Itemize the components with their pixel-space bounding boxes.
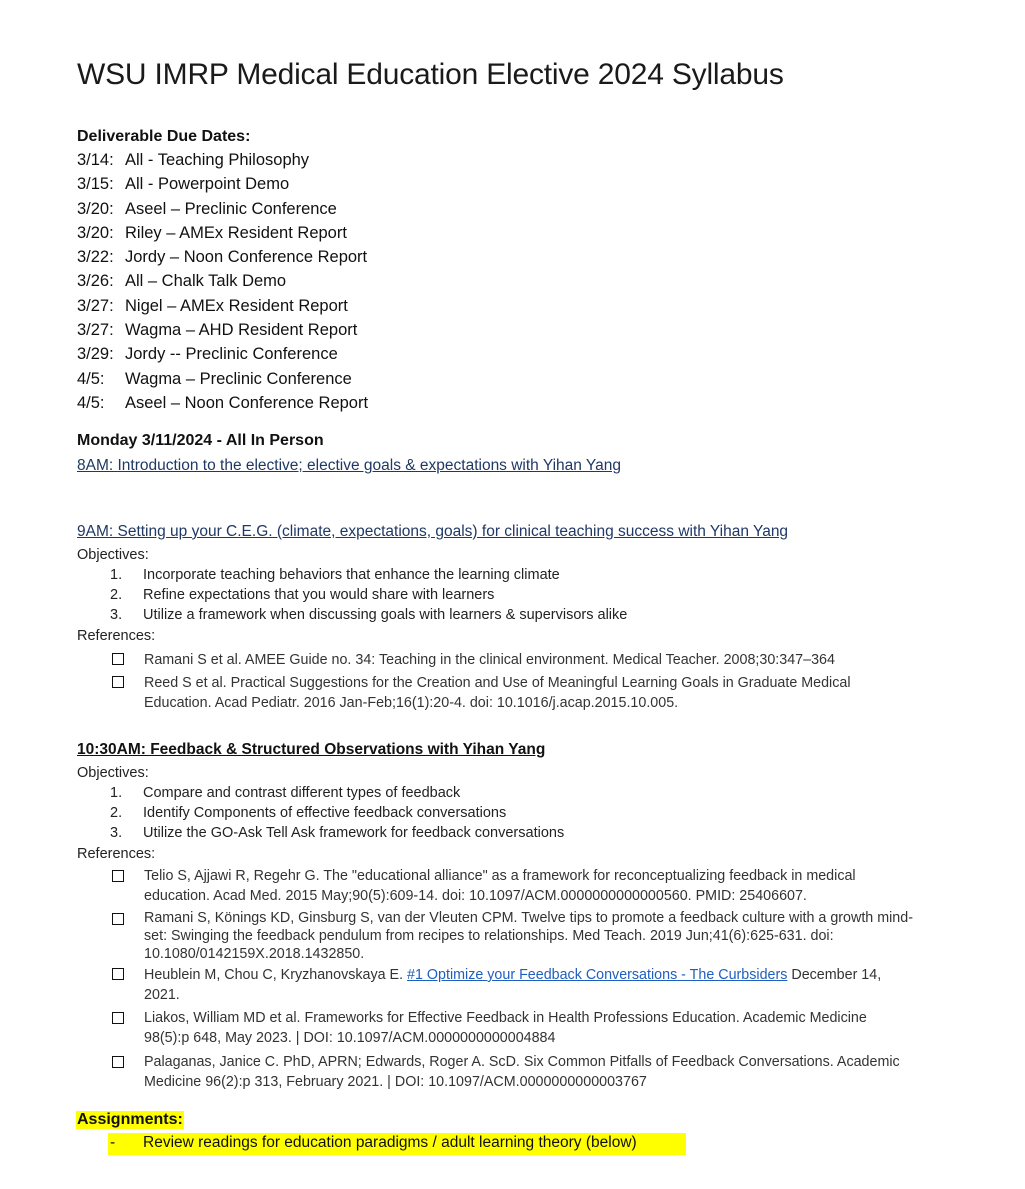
due-date-item: 4/5: Wagma – Preclinic Conference xyxy=(77,369,352,388)
assignments-heading: Assignments: xyxy=(77,1111,183,1128)
checkbox-icon xyxy=(112,968,124,980)
due-date-item: 3/29: Jordy -- Preclinic Conference xyxy=(77,345,338,364)
due-dates-heading: Deliverable Due Dates: xyxy=(77,128,251,145)
due-date-item: 3/15: All - Powerpoint Demo xyxy=(77,175,290,194)
reference-item: Telio S, Ajjawi R, Regehr G. The "educational alliance" as a framework for reconceptualizing feedback in medical education. Acad Med. 2015 May;90(5):609-14. doi: 10.1097/ACM.0000000000000560. PMID: 25406607. xyxy=(144,868,856,904)
objectives-label: Objectives: xyxy=(77,547,149,563)
session-9am-title[interactable]: 9AM: Setting up your C.E.G. (climate, expectations, goals) for clinical teaching success with Yihan Yang xyxy=(77,523,789,540)
due-dates-list xyxy=(77,148,368,415)
reference-item: Ramani S, Könings KD, Ginsburg S, van der Vleuten CPM. Twelve tips to promote a feedback culture with a growth mind-set: Swinging the feedback pendulum from recipes to relationships. Med Teach. 2019 Jun;41(6):625-631. doi: 10.1080/0142159X.2018.1432850. xyxy=(144,910,913,962)
objective-item: 2. Refine expectations that you would share with learners xyxy=(110,587,495,603)
checkbox-icon xyxy=(112,676,124,688)
checkbox-icon xyxy=(112,913,124,925)
assignment-bullet: - xyxy=(110,1134,116,1151)
day-heading: Monday 3/11/2024 - All In Person xyxy=(77,432,324,449)
reference-item: Ramani S et al. AMEE Guide no. 34: Teaching in the clinical environment. Medical Teacher. 2008;30:347–364 xyxy=(144,652,835,668)
checkbox-icon xyxy=(112,1056,124,1068)
references-label: References: xyxy=(77,846,156,862)
document-title: WSU IMRP Medical Education Elective 2024 Syllabus xyxy=(77,58,784,91)
checkbox-icon xyxy=(112,653,124,665)
due-date-item: 3/20: Riley – AMEx Resident Report xyxy=(77,223,347,242)
due-date-item: 3/26: All – Chalk Talk Demo xyxy=(77,272,287,291)
checkbox-icon xyxy=(112,870,124,882)
objectives-label: Objectives: xyxy=(77,765,149,781)
objective-item: 1. Incorporate teaching behaviors that enhance the learning climate xyxy=(110,567,560,583)
due-date-item: 3/27: Wagma – AHD Resident Report xyxy=(77,321,358,340)
reference-item: Reed S et al. Practical Suggestions for the Creation and Use of Meaningful Learning Goals in Graduate Medical Education. Acad Pediatr. 2016 Jan-Feb;16(1):20-4. doi: 10.1016/j.acap.2015.10.005. xyxy=(144,675,851,711)
reference-item: Liakos, William MD et al. Frameworks for Effective Feedback in Health Professions Education. Academic Medicine 98(5):p 648, May 2023. | DOI: 10.1097/ACM.0000000000004884 xyxy=(144,1010,867,1046)
due-date-item: 4/5: Aseel – Noon Conference Report xyxy=(77,393,369,412)
checkbox-icon xyxy=(112,1012,124,1024)
assignment-item xyxy=(108,1133,686,1155)
reference-item: Palaganas, Janice C. PhD, APRN; Edwards, Roger A. ScD. Six Common Pitfalls of Feedback Conversations. Academic Medicine 96(2):p 313, February 2021. | DOI: 10.1097/ACM.0000000000003767 xyxy=(144,1054,900,1090)
session-1030am-title: 10:30AM: Feedback & Structured Observations with Yihan Yang xyxy=(77,741,546,758)
curbsiders-link[interactable]: #1 Optimize your Feedback Conversations - The Curbsiders xyxy=(407,967,788,983)
objective-item: 1. Compare and contrast different types of feedback xyxy=(110,785,461,801)
due-date-item: 3/27: Nigel – AMEx Resident Report xyxy=(77,296,348,315)
assignment-text: Review readings for education paradigms / adult learning theory (below) xyxy=(143,1134,637,1151)
objective-item: 3. Utilize a framework when discussing goals with learners & supervisors alike xyxy=(110,607,628,623)
session-8am-title[interactable]: 8AM: Introduction to the elective; elective goals & expectations with Yihan Yang xyxy=(77,457,621,474)
due-date-item: 3/14: All - Teaching Philosophy xyxy=(77,151,310,169)
due-date-item: 3/22: Jordy – Noon Conference Report xyxy=(77,248,368,267)
objective-item: 3. Utilize the GO-Ask Tell Ask framework for feedback conversations xyxy=(110,825,565,841)
due-date-item: 3/20: Aseel – Preclinic Conference xyxy=(77,199,337,218)
references-label: References: xyxy=(77,628,156,644)
objective-item: 2. Identify Components of effective feedback conversations xyxy=(110,805,507,821)
reference-item: Heublein M, Chou C, Kryzhanovskaya E. #1 Optimize your Feedback Conversations - The Curbsiders December 14, 2021. xyxy=(144,967,882,1003)
